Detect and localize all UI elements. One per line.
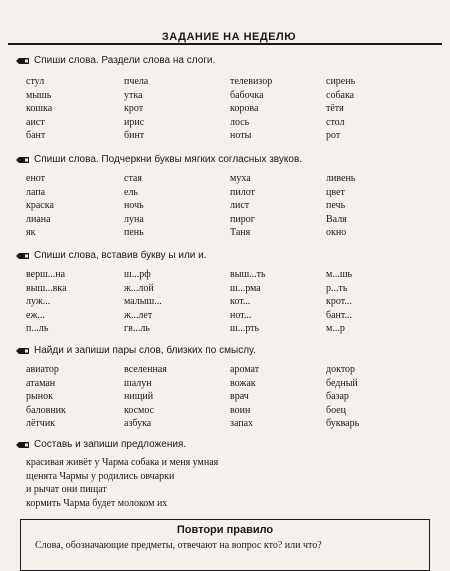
word-cell: гв...ль bbox=[124, 323, 150, 335]
word-cell: воин bbox=[230, 404, 251, 416]
word-cell: еж... bbox=[26, 309, 45, 321]
word-cell: енот bbox=[26, 173, 46, 184]
word-cell: базар bbox=[326, 391, 349, 403]
word-cell: утка bbox=[124, 89, 143, 101]
word-cell: азбука bbox=[124, 418, 152, 430]
word-cell: аист bbox=[26, 116, 45, 128]
word-cell: малыш... bbox=[124, 296, 162, 308]
task-5-sentences bbox=[26, 456, 426, 510]
instruction-text: Спиши слова. Раздели слова на слоги. bbox=[34, 55, 216, 66]
word-cell: ш...рф bbox=[124, 269, 151, 280]
word-cell: запах bbox=[230, 418, 254, 430]
instruction-text: Спиши слова. Подчеркни буквы мягких согласных звуков. bbox=[34, 154, 303, 165]
word-cell: р...ть bbox=[326, 282, 348, 294]
word-cell: пень bbox=[124, 227, 144, 239]
word-cell: ночь bbox=[124, 200, 144, 212]
word-cell: баловник bbox=[26, 404, 66, 416]
word-cell: врач bbox=[230, 391, 249, 403]
word-cell: боец bbox=[326, 404, 346, 416]
pencil-icon bbox=[16, 156, 30, 164]
sentence: кормить Чарма будет молоком их bbox=[26, 497, 168, 509]
pencil-icon bbox=[16, 441, 30, 449]
word-cell: рот bbox=[326, 130, 341, 142]
word-cell: букварь bbox=[326, 418, 360, 430]
word-cell: печь bbox=[326, 200, 346, 212]
word-cell: атаман bbox=[26, 377, 56, 389]
word-cell: муха bbox=[230, 173, 251, 184]
task-3-word-grid bbox=[26, 268, 426, 336]
task-2-instruction bbox=[16, 154, 302, 165]
word-cell: бант... bbox=[326, 309, 352, 321]
word-cell: тётя bbox=[326, 103, 344, 115]
word-cell: м...шь bbox=[326, 269, 353, 280]
word-cell: ирис bbox=[124, 116, 145, 128]
word-cell: крот bbox=[124, 103, 144, 115]
instruction-text: Спиши слова, вставив букву ы или и. bbox=[34, 250, 207, 261]
word-cell: ливень bbox=[326, 173, 356, 184]
word-cell: ш...рма bbox=[230, 282, 261, 294]
word-cell: стая bbox=[124, 173, 142, 184]
rule-text: Слова, обозначающие предметы, отвечают на вопрос кто? или что? bbox=[35, 540, 322, 551]
word-cell: кот... bbox=[230, 296, 251, 308]
word-cell: лиана bbox=[26, 213, 51, 225]
pencil-icon bbox=[16, 347, 30, 355]
instruction-text: Составь и запиши предложения. bbox=[34, 439, 187, 450]
word-cell: собака bbox=[326, 89, 355, 101]
word-cell: пирог bbox=[230, 213, 255, 225]
word-cell: верш...на bbox=[26, 269, 66, 280]
word-cell: м...р bbox=[326, 323, 345, 335]
word-cell: пчела bbox=[124, 76, 149, 87]
word-cell: нищий bbox=[124, 391, 154, 403]
word-cell: мышь bbox=[26, 89, 52, 101]
word-cell: цвет bbox=[326, 186, 345, 198]
page-title: ЗАДАНИЕ НА НЕДЕЛЮ bbox=[161, 31, 297, 43]
word-cell: пилот bbox=[230, 186, 255, 198]
task-1-instruction bbox=[16, 55, 215, 66]
header-divider bbox=[8, 43, 442, 45]
word-cell: бедный bbox=[326, 377, 358, 389]
sentence: щенята Чармы у родились овчарки bbox=[26, 470, 175, 482]
word-cell: лётчик bbox=[26, 418, 56, 430]
rule-box bbox=[20, 519, 430, 571]
instruction-text: Найди и запиши пары слов, близких по смыслу. bbox=[34, 345, 256, 356]
word-cell: рынок bbox=[26, 391, 53, 403]
word-cell: лось bbox=[230, 116, 250, 128]
task-4-word-grid bbox=[26, 363, 426, 431]
word-cell: шалун bbox=[124, 377, 152, 389]
word-cell: бабочка bbox=[230, 89, 264, 101]
word-cell: бинт bbox=[124, 130, 145, 142]
task-3-instruction bbox=[16, 250, 207, 261]
word-cell: окно bbox=[326, 227, 347, 239]
word-cell: луж... bbox=[26, 296, 51, 308]
word-cell: нот... bbox=[230, 309, 252, 321]
word-cell: луна bbox=[124, 213, 144, 225]
task-4-instruction bbox=[16, 345, 256, 356]
word-cell: як bbox=[26, 227, 36, 239]
word-cell: Валя bbox=[326, 213, 347, 225]
sentence: красивая живёт у Чарма собака и меня умная bbox=[26, 457, 219, 468]
word-cell: авиатор bbox=[26, 364, 59, 375]
word-cell: ж...лой bbox=[124, 282, 154, 294]
word-cell: краска bbox=[26, 200, 54, 212]
word-cell: аромат bbox=[230, 364, 260, 375]
word-cell: выш...вка bbox=[26, 282, 67, 294]
word-cell: Таня bbox=[230, 227, 251, 239]
word-cell: сирень bbox=[326, 76, 356, 87]
word-cell: крот... bbox=[326, 296, 352, 308]
word-cell: вожак bbox=[230, 377, 256, 389]
word-cell: корова bbox=[230, 103, 259, 115]
word-cell: ель bbox=[124, 186, 138, 198]
task-1-word-grid bbox=[26, 75, 426, 143]
word-cell: ж...лет bbox=[124, 309, 153, 321]
word-cell: вселенная bbox=[124, 364, 167, 375]
word-cell: телевизор bbox=[230, 76, 273, 87]
word-cell: ноты bbox=[230, 130, 252, 142]
word-cell: стул bbox=[26, 76, 45, 87]
word-cell: лист bbox=[230, 200, 250, 212]
task-5-instruction bbox=[16, 439, 186, 450]
word-cell: космос bbox=[124, 404, 155, 416]
task-2-word-grid bbox=[26, 172, 426, 240]
rule-title: Повтори правило bbox=[176, 524, 274, 536]
word-cell: выш...ть bbox=[230, 269, 266, 280]
word-cell: кошка bbox=[26, 103, 53, 115]
word-cell: лапа bbox=[26, 186, 46, 198]
word-cell: доктор bbox=[326, 364, 356, 375]
word-cell: бант bbox=[26, 130, 46, 142]
word-cell: п...ль bbox=[26, 323, 49, 335]
sentence: и рычат они пищат bbox=[26, 484, 107, 495]
word-cell: ш...рть bbox=[230, 323, 259, 335]
word-cell: стол bbox=[326, 116, 345, 128]
pencil-icon bbox=[16, 252, 30, 260]
pencil-icon bbox=[16, 57, 30, 65]
